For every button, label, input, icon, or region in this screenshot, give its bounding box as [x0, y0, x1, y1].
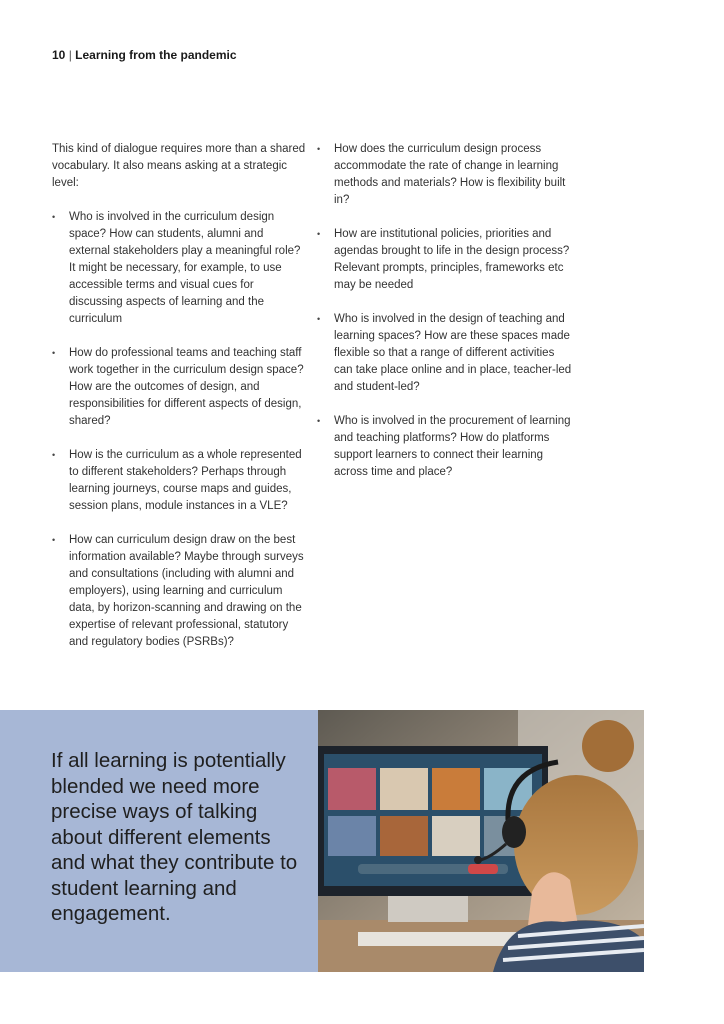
- left-bullet-list: [52, 209, 307, 651]
- list-item: • Who is involved in the curriculum design space? How can students, alumni and external stakeholders play a meaningful role? It might be necessary, for example, to use accessible terms and visual cues for discussing aspects of learning and the curriculum: [52, 209, 307, 328]
- pull-quote: If all learning is potentially blended we need more precise ways of talking about different elements and what they contribute to student learning and engagement.: [51, 749, 298, 925]
- list-item: • How do professional teams and teaching staff work together in the curriculum design space? How are the outcomes of design, and responsibilities for different aspects of design, shared?: [52, 345, 307, 430]
- list-item: • How are institutional policies, priorities and agendas brought to life in the design process? Relevant prompts, principles, frameworks etc may be needed: [317, 226, 572, 294]
- list-item: • Who is involved in the procurement of learning and teaching platforms? How do platforms support learners to connect their learning across time and place?: [317, 413, 572, 481]
- video-call-photo: [318, 710, 644, 972]
- right-bullet-list: [317, 141, 572, 481]
- section-title: Learning from the pandemic: [75, 48, 237, 62]
- intro-paragraph: This kind of dialogue requires more than a shared vocabulary. It also means asking at a strategic level:: [52, 143, 306, 189]
- page-header: [52, 48, 237, 62]
- page-number: 10: [52, 48, 66, 62]
- photo-illustration: [318, 710, 644, 972]
- pull-quote-panel: [0, 710, 318, 972]
- header-separator: |: [68, 48, 72, 62]
- right-column: [317, 141, 572, 498]
- hair-bun: [582, 720, 634, 772]
- left-column: [52, 141, 307, 668]
- list-item: • How is the curriculum as a whole represented to different stakeholders? Perhaps through learning journeys, course maps and guides, session plans, module instances in a VLE?: [52, 447, 307, 515]
- list-item: • How can curriculum design draw on the best information available? Maybe through surveys and consultations (including with alumni and employers), using learning and curriculum data, by horizon-scanning and drawing on the expertise of relevant professional, statutory and regulatory bodies (PSRBs)?: [52, 532, 307, 651]
- list-item: • How does the curriculum design process accommodate the rate of change in learning methods and materials? How is flexibility built in?: [317, 141, 572, 209]
- list-item: • Who is involved in the design of teaching and learning spaces? How are these spaces made flexible so that a range of different activities can take place online and in place, teacher-led and student-led?: [317, 311, 572, 396]
